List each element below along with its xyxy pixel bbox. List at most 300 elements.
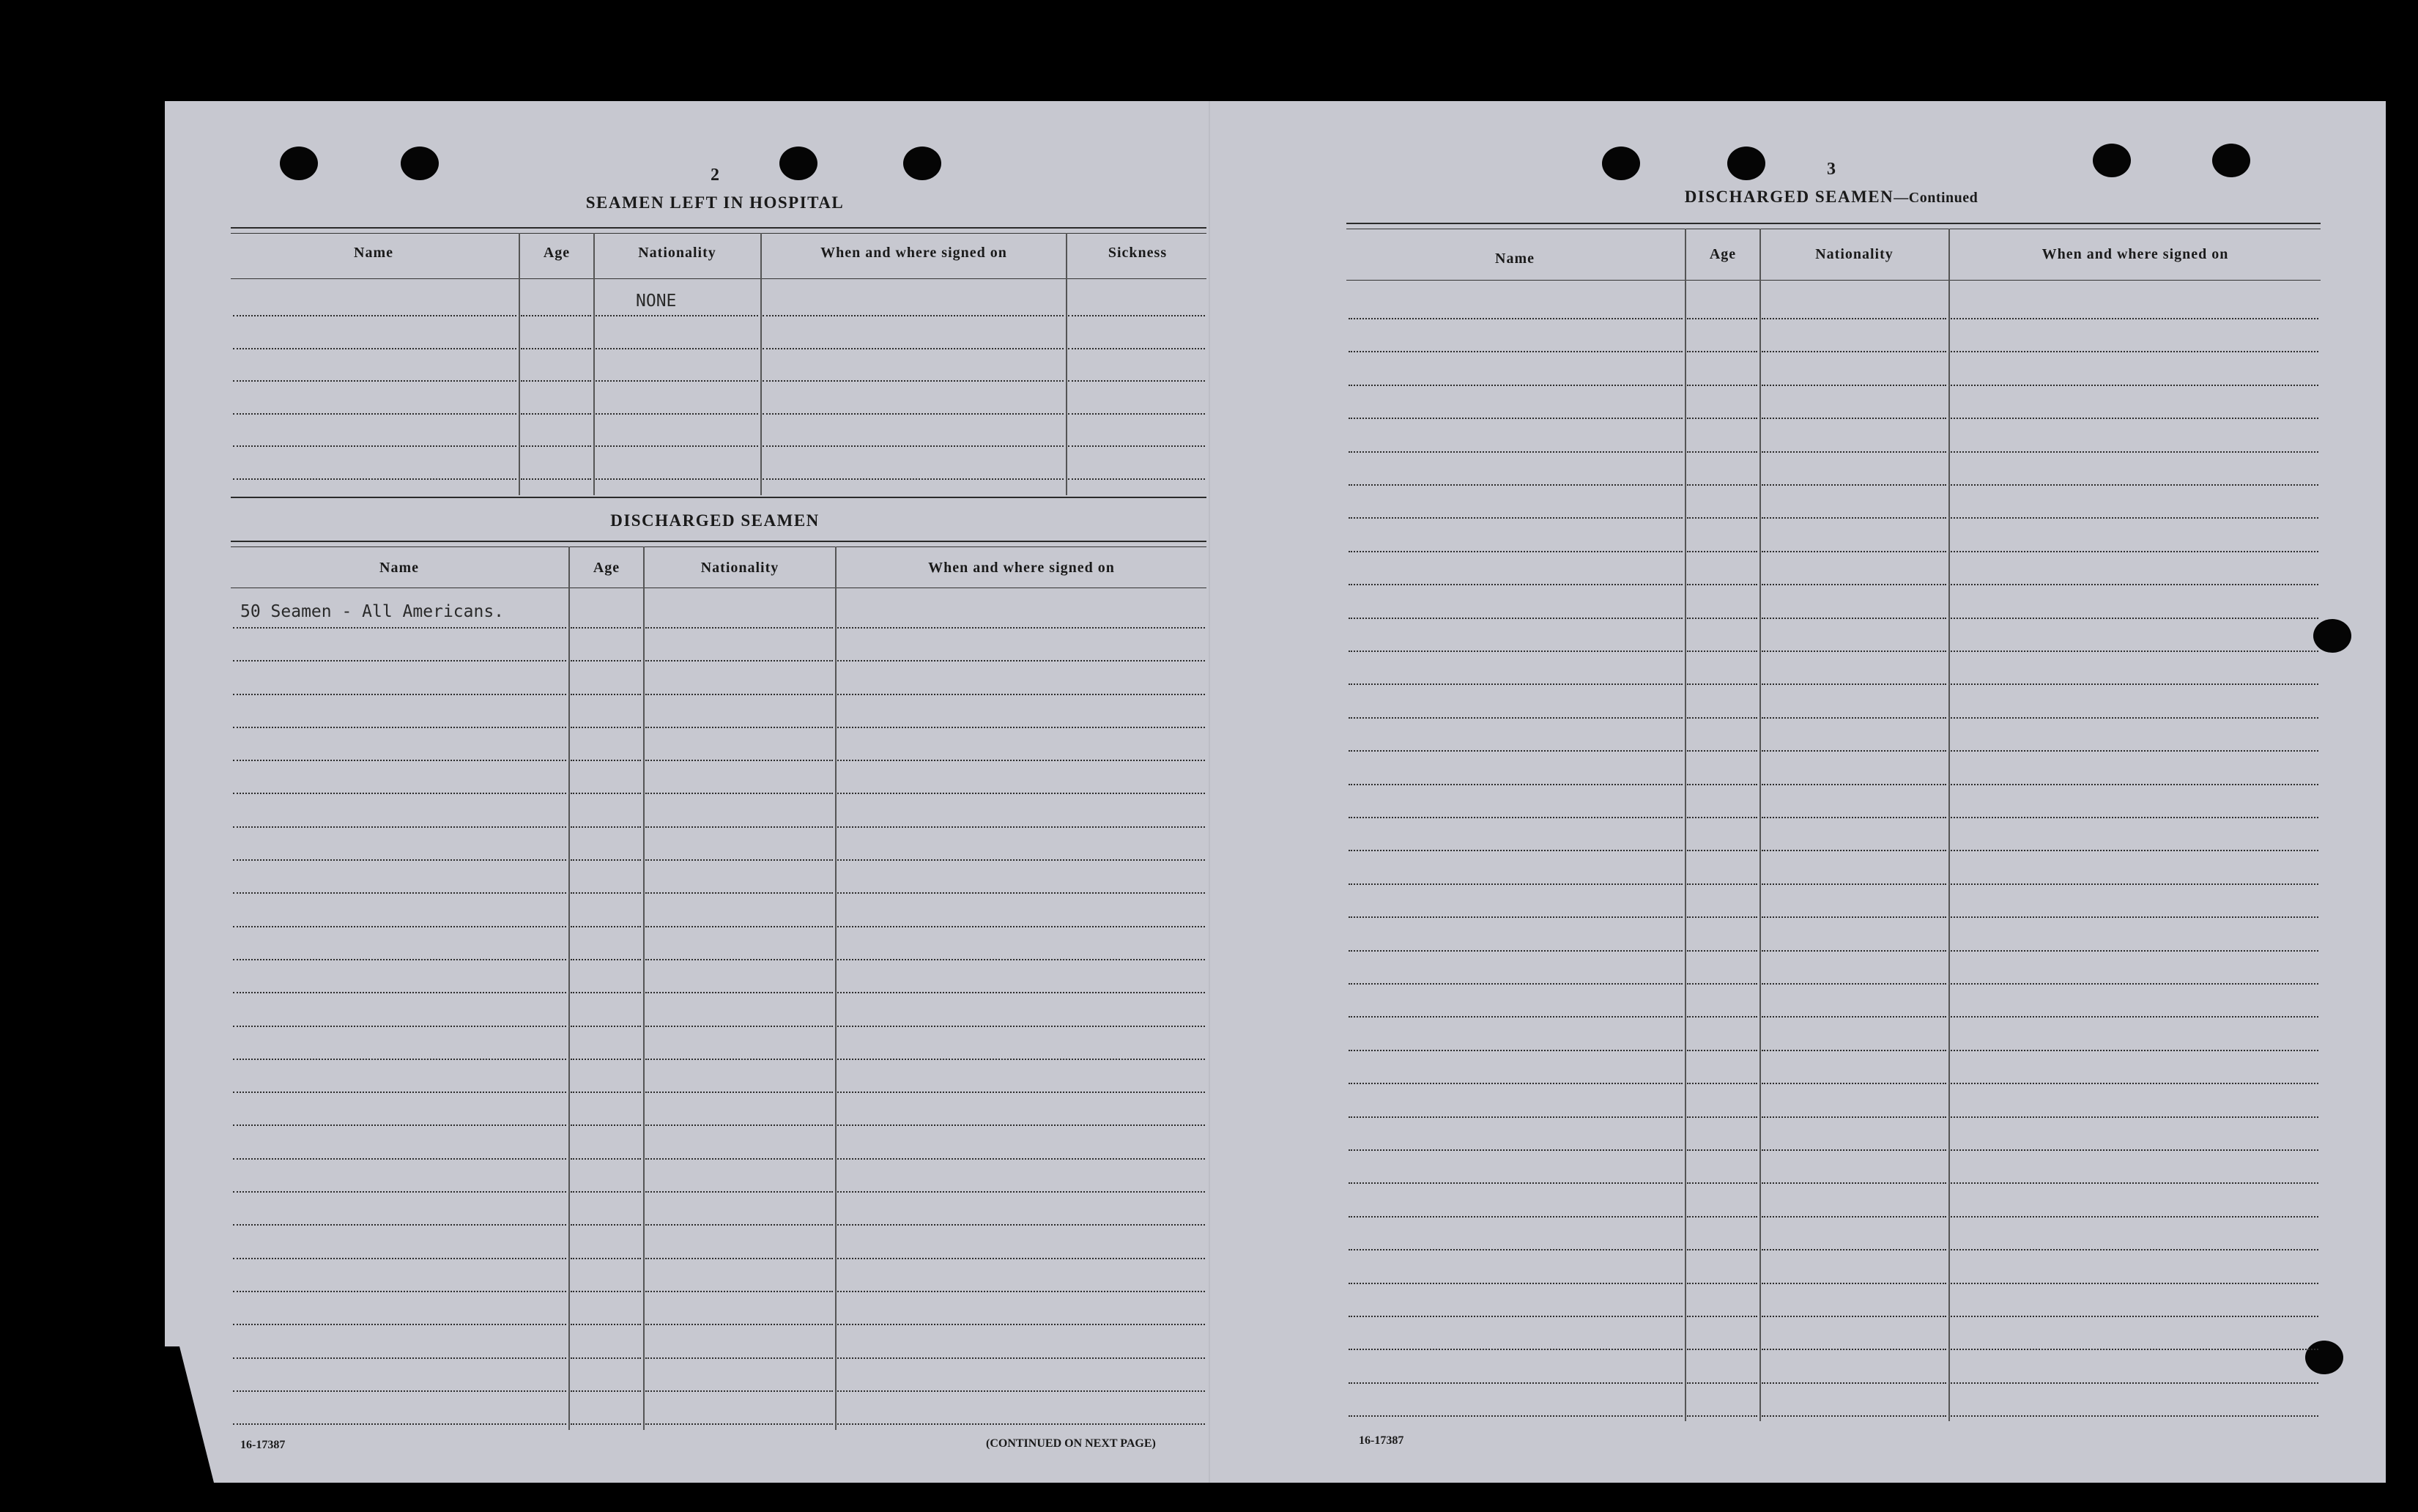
row-rule	[521, 315, 591, 316]
row-rule	[233, 992, 566, 993]
row-rule	[1349, 1249, 1683, 1250]
row-rule	[1951, 418, 2318, 419]
row-rule	[233, 1191, 566, 1193]
row-rule	[1951, 1016, 2318, 1018]
row-rule	[233, 1059, 566, 1060]
row-rule	[1762, 618, 1946, 619]
row-rule	[645, 727, 833, 728]
row-rule	[1762, 1382, 1946, 1384]
row-rule	[233, 926, 566, 927]
row-rule	[1349, 916, 1683, 918]
punch-hole	[401, 147, 439, 180]
row-rule	[1951, 983, 2318, 985]
row-rule	[1951, 318, 2318, 319]
row-rule	[645, 992, 833, 993]
row-rule	[571, 1191, 641, 1193]
row-rule	[1687, 784, 1757, 785]
row-rule	[1687, 1415, 1757, 1417]
form-number-right: 16-17387	[1359, 1434, 1404, 1447]
row-rule	[1951, 517, 2318, 519]
row-rule	[233, 959, 566, 960]
row-rule	[837, 892, 1205, 894]
row-rule	[571, 926, 641, 927]
row-rule	[1687, 983, 1757, 985]
row-rule	[1951, 1116, 2318, 1118]
row-rule	[837, 1191, 1205, 1193]
column-divider	[643, 546, 645, 1430]
row-rule	[571, 694, 641, 695]
column-divider	[519, 233, 520, 495]
row-rule	[837, 1324, 1205, 1325]
row-rule	[521, 445, 591, 447]
row-rule	[571, 1092, 641, 1093]
row-rule	[1951, 351, 2318, 352]
right-col-nationality: Nationality	[1815, 246, 1894, 262]
row-rule	[1687, 1249, 1757, 1250]
row-rule	[1762, 418, 1946, 419]
row-rule	[233, 859, 566, 861]
discharged-title-left: DISCHARGED SEAMEN	[610, 511, 820, 530]
row-rule	[837, 760, 1205, 761]
row-rule	[837, 959, 1205, 960]
row-rule	[233, 660, 566, 662]
row-rule	[1951, 950, 2318, 952]
row-rule	[1951, 551, 2318, 552]
hospital-title: SEAMEN LEFT IN HOSPITAL	[585, 193, 845, 212]
row-rule	[645, 660, 833, 662]
row-rule	[1762, 484, 1946, 486]
rule	[231, 227, 1206, 229]
discharged-col-name: Name	[379, 560, 419, 576]
row-rule	[1951, 1349, 2318, 1350]
discharged-entry: 50 Seamen - All Americans.	[240, 602, 505, 621]
row-rule	[1951, 1083, 2318, 1084]
punch-hole	[280, 147, 318, 180]
row-rule	[837, 859, 1205, 861]
row-rule	[233, 413, 516, 415]
row-rule	[571, 892, 641, 894]
rule	[231, 233, 1206, 234]
row-rule	[233, 1258, 566, 1259]
row-rule	[571, 1357, 641, 1359]
rule	[231, 546, 1206, 547]
right-col-signed-on: When and where signed on	[2041, 246, 2229, 262]
punch-hole	[779, 147, 817, 180]
row-rule	[1349, 1116, 1683, 1118]
row-rule	[837, 1158, 1205, 1160]
row-rule	[233, 1390, 566, 1392]
page-fold	[1209, 101, 1210, 1483]
row-rule	[1687, 1182, 1757, 1184]
row-rule	[1687, 451, 1757, 453]
row-rule	[1951, 717, 2318, 719]
row-rule	[571, 1324, 641, 1325]
row-rule	[1762, 1116, 1946, 1118]
row-rule	[1951, 1182, 2318, 1184]
row-rule	[1349, 983, 1683, 985]
row-rule	[645, 1124, 833, 1126]
row-rule	[233, 1291, 566, 1292]
row-rule	[1349, 850, 1683, 851]
row-rule	[837, 1124, 1205, 1126]
row-rule	[837, 926, 1205, 927]
column-divider	[568, 546, 570, 1430]
row-rule	[1951, 618, 2318, 619]
row-rule	[1349, 1016, 1683, 1018]
row-rule	[233, 1423, 566, 1425]
row-rule	[1951, 1316, 2318, 1317]
row-rule	[596, 380, 758, 382]
row-rule	[233, 348, 516, 349]
row-rule	[1349, 750, 1683, 752]
row-rule	[233, 1158, 566, 1160]
row-rule	[1687, 1316, 1757, 1317]
row-rule	[645, 1158, 833, 1160]
row-rule	[1762, 1216, 1946, 1218]
row-rule	[571, 1026, 641, 1027]
row-rule	[1762, 351, 1946, 352]
row-rule	[1951, 651, 2318, 652]
title-continued: —Continued	[1894, 190, 1978, 206]
row-rule	[233, 793, 566, 794]
row-rule	[837, 826, 1205, 828]
row-rule	[571, 627, 641, 629]
row-rule	[1687, 351, 1757, 352]
row-rule	[1762, 850, 1946, 851]
punch-hole	[2212, 144, 2250, 177]
row-rule	[571, 727, 641, 728]
row-rule	[837, 660, 1205, 662]
row-rule	[837, 1258, 1205, 1259]
row-rule	[571, 1059, 641, 1060]
row-rule	[837, 992, 1205, 993]
row-rule	[645, 1258, 833, 1259]
row-rule	[1349, 950, 1683, 952]
row-rule	[1687, 1050, 1757, 1051]
row-rule	[1349, 1216, 1683, 1218]
row-rule	[596, 413, 758, 415]
punch-hole	[1727, 147, 1765, 180]
row-rule	[1349, 717, 1683, 719]
row-rule	[233, 1324, 566, 1325]
row-rule	[1687, 418, 1757, 419]
row-rule	[1762, 1249, 1946, 1250]
row-rule	[1762, 983, 1946, 985]
row-rule	[837, 1357, 1205, 1359]
row-rule	[521, 380, 591, 382]
row-rule	[233, 1124, 566, 1126]
row-rule	[571, 826, 641, 828]
row-rule	[1762, 1316, 1946, 1317]
row-rule	[645, 1291, 833, 1292]
row-rule	[233, 627, 566, 629]
row-rule	[521, 413, 591, 415]
hospital-entry: NONE	[636, 292, 677, 311]
row-rule	[1951, 584, 2318, 585]
row-rule	[645, 760, 833, 761]
row-rule	[1951, 883, 2318, 885]
row-rule	[233, 315, 516, 316]
row-rule	[1762, 916, 1946, 918]
row-rule	[1687, 683, 1757, 685]
row-rule	[1349, 1083, 1683, 1084]
row-rule	[1349, 351, 1683, 352]
row-rule	[1762, 551, 1946, 552]
row-rule	[1762, 1149, 1946, 1151]
row-rule	[571, 859, 641, 861]
row-rule	[1951, 484, 2318, 486]
row-rule	[571, 1291, 641, 1292]
row-rule	[1762, 1083, 1946, 1084]
column-divider	[593, 233, 595, 495]
discharged-title-right	[1612, 188, 2051, 207]
row-rule	[1687, 883, 1757, 885]
row-rule	[1687, 385, 1757, 386]
row-rule	[1687, 1382, 1757, 1384]
rule	[1346, 280, 2321, 281]
row-rule	[1687, 1116, 1757, 1118]
column-divider	[1759, 229, 1761, 1421]
row-rule	[1349, 484, 1683, 486]
row-rule	[1951, 1149, 2318, 1151]
row-rule	[1349, 584, 1683, 585]
row-rule	[1349, 683, 1683, 685]
row-rule	[1951, 1415, 2318, 1417]
row-rule	[1951, 683, 2318, 685]
row-rule	[521, 348, 591, 349]
row-rule	[837, 793, 1205, 794]
row-rule	[1687, 850, 1757, 851]
row-rule	[1951, 817, 2318, 818]
continued-note: (CONTINUED ON NEXT PAGE)	[986, 1437, 1156, 1450]
row-rule	[1349, 1283, 1683, 1284]
hospital-col-signed-on: When and where signed on	[820, 245, 1007, 261]
column-divider	[1685, 229, 1686, 1421]
row-rule	[645, 1423, 833, 1425]
row-rule	[233, 1224, 566, 1226]
row-rule	[233, 1026, 566, 1027]
row-rule	[571, 660, 641, 662]
row-rule	[1687, 1149, 1757, 1151]
row-rule	[1349, 318, 1683, 319]
page-number-left: 2	[711, 166, 719, 185]
row-rule	[1687, 618, 1757, 619]
row-rule	[837, 1291, 1205, 1292]
row-rule	[1687, 916, 1757, 918]
row-rule	[233, 478, 516, 480]
row-rule	[1349, 618, 1683, 619]
row-rule	[571, 959, 641, 960]
row-rule	[233, 1092, 566, 1093]
row-rule	[837, 694, 1205, 695]
hospital-col-age: Age	[543, 245, 571, 261]
row-rule	[1951, 850, 2318, 851]
row-rule	[596, 478, 758, 480]
row-rule	[1068, 380, 1205, 382]
row-rule	[571, 1258, 641, 1259]
row-rule	[571, 1423, 641, 1425]
column-divider	[835, 546, 837, 1430]
row-rule	[1349, 1349, 1683, 1350]
page-number-right: 3	[1827, 160, 1836, 179]
row-rule	[1687, 1349, 1757, 1350]
row-rule	[1687, 551, 1757, 552]
row-rule	[1951, 1382, 2318, 1384]
row-rule	[837, 1423, 1205, 1425]
row-rule	[1687, 517, 1757, 519]
row-rule	[1762, 1016, 1946, 1018]
row-rule	[596, 315, 758, 316]
row-rule	[571, 1124, 641, 1126]
rule	[231, 278, 1206, 279]
discharged-col-nationality: Nationality	[700, 560, 779, 576]
row-rule	[1951, 1216, 2318, 1218]
row-rule	[1762, 1050, 1946, 1051]
row-rule	[645, 926, 833, 927]
punch-hole	[903, 147, 941, 180]
row-rule	[1687, 750, 1757, 752]
rule	[1346, 223, 2321, 224]
row-rule	[1068, 413, 1205, 415]
row-rule	[1349, 1149, 1683, 1151]
row-rule	[233, 380, 516, 382]
row-rule	[763, 478, 1064, 480]
row-rule	[1068, 478, 1205, 480]
right-col-age: Age	[1709, 246, 1737, 262]
punch-hole	[2305, 1341, 2343, 1374]
row-rule	[645, 1059, 833, 1060]
document-sheet	[165, 101, 2386, 1483]
row-rule	[645, 826, 833, 828]
row-rule	[837, 1059, 1205, 1060]
hospital-col-name: Name	[354, 245, 393, 261]
row-rule	[1951, 1249, 2318, 1250]
row-rule	[645, 1390, 833, 1392]
row-rule	[1687, 318, 1757, 319]
row-rule	[837, 627, 1205, 629]
row-rule	[1068, 445, 1205, 447]
row-rule	[1349, 1316, 1683, 1317]
row-rule	[1951, 385, 2318, 386]
row-rule	[1687, 484, 1757, 486]
row-rule	[571, 992, 641, 993]
row-rule	[837, 1026, 1205, 1027]
row-rule	[1951, 750, 2318, 752]
row-rule	[645, 793, 833, 794]
row-rule	[645, 627, 833, 629]
row-rule	[233, 826, 566, 828]
row-rule	[763, 445, 1064, 447]
column-divider	[760, 233, 762, 495]
right-col-name: Name	[1495, 251, 1535, 267]
row-rule	[233, 694, 566, 695]
row-rule	[233, 1357, 566, 1359]
row-rule	[645, 1191, 833, 1193]
row-rule	[837, 727, 1205, 728]
row-rule	[1349, 551, 1683, 552]
row-rule	[521, 478, 591, 480]
row-rule	[1762, 1349, 1946, 1350]
row-rule	[1687, 1083, 1757, 1084]
row-rule	[1687, 651, 1757, 652]
row-rule	[571, 1390, 641, 1392]
row-rule	[1349, 418, 1683, 419]
row-rule	[1762, 651, 1946, 652]
row-rule	[1951, 451, 2318, 453]
row-rule	[1762, 584, 1946, 585]
rule	[231, 541, 1206, 542]
row-rule	[1762, 717, 1946, 719]
row-rule	[1762, 385, 1946, 386]
row-rule	[1687, 817, 1757, 818]
discharged-col-age: Age	[593, 560, 620, 576]
row-rule	[645, 892, 833, 894]
row-rule	[233, 892, 566, 894]
row-rule	[1349, 883, 1683, 885]
row-rule	[645, 1357, 833, 1359]
row-rule	[1349, 784, 1683, 785]
row-rule	[1762, 1283, 1946, 1284]
hospital-col-nationality: Nationality	[638, 245, 716, 261]
row-rule	[1068, 348, 1205, 349]
row-rule	[837, 1092, 1205, 1093]
row-rule	[645, 859, 833, 861]
row-rule	[1349, 517, 1683, 519]
row-rule	[645, 1026, 833, 1027]
row-rule	[763, 380, 1064, 382]
row-rule	[1349, 651, 1683, 652]
row-rule	[1687, 1216, 1757, 1218]
row-rule	[1687, 1283, 1757, 1284]
row-rule	[1349, 817, 1683, 818]
discharged-col-signed-on: When and where signed on	[928, 560, 1115, 576]
column-divider	[1066, 233, 1067, 495]
row-rule	[1762, 1182, 1946, 1184]
hospital-col-sickness: Sickness	[1108, 245, 1168, 261]
row-rule	[1687, 950, 1757, 952]
row-rule	[1951, 916, 2318, 918]
row-rule	[1951, 1050, 2318, 1051]
rule	[231, 497, 1206, 498]
row-rule	[1687, 717, 1757, 719]
row-rule	[837, 1224, 1205, 1226]
row-rule	[1762, 1415, 1946, 1417]
row-rule	[1762, 683, 1946, 685]
row-rule	[571, 793, 641, 794]
title-main: DISCHARGED SEAMEN	[1684, 188, 1894, 206]
row-rule	[1951, 784, 2318, 785]
row-rule	[1762, 517, 1946, 519]
row-rule	[645, 1224, 833, 1226]
row-rule	[1951, 1283, 2318, 1284]
row-rule	[1762, 750, 1946, 752]
row-rule	[233, 727, 566, 728]
row-rule	[763, 315, 1064, 316]
form-number-left: 16-17387	[240, 1439, 286, 1451]
row-rule	[763, 348, 1064, 349]
column-divider	[1948, 229, 1950, 1421]
row-rule	[1349, 1050, 1683, 1051]
row-rule	[1762, 318, 1946, 319]
row-rule	[1762, 817, 1946, 818]
row-rule	[645, 959, 833, 960]
punch-hole	[1602, 147, 1640, 180]
row-rule	[1762, 784, 1946, 785]
row-rule	[1687, 1016, 1757, 1018]
row-rule	[1687, 584, 1757, 585]
row-rule	[645, 1324, 833, 1325]
row-rule	[645, 694, 833, 695]
